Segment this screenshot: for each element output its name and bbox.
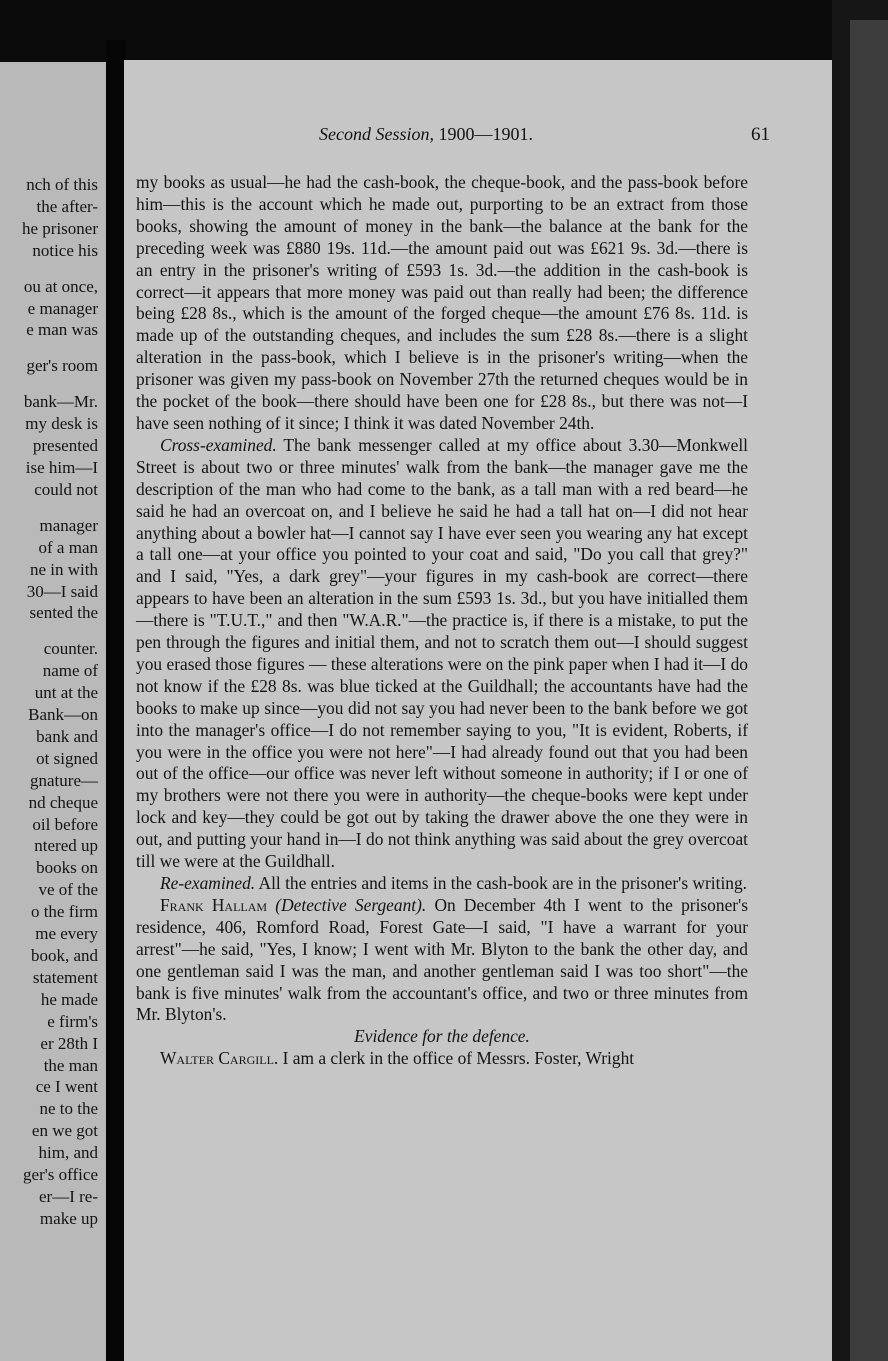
facing-page-line: of a man <box>38 537 98 557</box>
book-gutter <box>106 40 126 1361</box>
facing-page-line: e manager <box>27 298 98 318</box>
facing-page-line: en we got <box>31 1121 98 1141</box>
facing-page-line: nch of this <box>26 175 98 194</box>
facing-page-line: ntered up <box>34 836 98 856</box>
facing-page-line: ou at once, <box>23 276 98 296</box>
facing-page-line: manager <box>39 515 98 535</box>
facing-page-line: Bank—on <box>28 705 98 725</box>
next-page-edge <box>850 20 888 1361</box>
facing-page-line: ger's office <box>23 1165 98 1185</box>
facing-page-line: the man <box>43 1055 98 1075</box>
facing-page-line: him, and <box>38 1143 98 1163</box>
facing-page-line: bank and <box>36 726 98 746</box>
running-header <box>124 124 832 146</box>
facing-page-line: er—I re- <box>39 1186 98 1206</box>
facing-page-gap <box>22 341 98 355</box>
facing-page-line: he prisoner <box>21 218 98 238</box>
facing-page-gap <box>22 262 98 276</box>
facing-page-gap <box>22 377 98 391</box>
body-text <box>136 172 748 1070</box>
facing-page-line: nd cheque <box>28 792 98 812</box>
re-examination-text: All the entries and items in the cash-book are in the prisoner's writing. <box>258 873 748 893</box>
paragraph-hallam-testimony <box>136 895 748 1026</box>
facing-page-line: o the firm <box>30 902 98 922</box>
witness-name: Frank Hallam <box>160 894 268 915</box>
facing-page-line: ve of the <box>38 880 98 900</box>
facing-page-line: books on <box>36 858 98 878</box>
book-edge <box>832 0 888 1361</box>
session-years: 1900—1901. <box>438 124 533 144</box>
facing-page-line: e man was <box>26 320 98 340</box>
page-number: 61 <box>751 124 770 145</box>
facing-page-line: sented the <box>29 603 98 623</box>
witness-role: (Detective Sergeant). <box>275 894 427 915</box>
facing-page-line: ne to the <box>39 1099 98 1119</box>
page <box>124 60 832 1361</box>
facing-page-line: make up <box>39 1208 98 1228</box>
facing-page-fragment <box>0 62 106 1361</box>
facing-page-line: presented <box>32 436 98 456</box>
paragraph-re-examination <box>136 873 748 895</box>
cargill-testimony-text: I am a clerk in the office of Messrs. Foster, Wright <box>282 1048 635 1069</box>
facing-page-line: ce I went <box>35 1077 98 1097</box>
facing-page-line: ger's room <box>26 356 98 376</box>
facing-page-line: the after- <box>36 196 98 216</box>
facing-page-line: notice his <box>32 240 98 260</box>
paragraph-continuation: my books as usual—he had the cash-book, the cheque-book, and the pass-book before him—this is the account which he made out, purporting to be an extract from those books, showing the amount of money in the bank—the balance at the bank for the preceding week was £880 19s. 11d.—the amount paid out was £621 9s. 3d.—there is an entry in the prisoner's writing of £593 1s. 3d.—the addition in the cash-book is correct—it appears that more money was paid out than really had been; the difference being £28 8s., which is the amount of the forged cheque—the amount £76 8s. 11d. is made up of the outstanding cheques, and includes the sum £28 8s.—there is a slight alteration in the pass-book, which I believe is in the prisoner's writing—when the prisoner was given my pass-book on November 27th the returned cheques would be in the pocket of the book—there should have been one for £28 8s., but there was not—I have seen nothing of it since; I think it was dated November 24th. <box>136 172 748 433</box>
facing-page-line: 30—I said <box>26 581 98 601</box>
witness-name-cargill: Walter Cargill. <box>160 1048 279 1069</box>
facing-page-line: ise him—I <box>25 457 98 477</box>
facing-page-gap <box>22 624 98 638</box>
facing-page-line: counter. <box>43 639 98 659</box>
cross-examination-text: The bank messenger called at my office about 3.30—Monkwell Street is about two or three minutes' walk from the bank—the manager gave me the description of the man who had come to the bank, as a tall man with a red beard—he said he had an overcoat on, and I believe he said he had a tall hat on—I did not hear anything about a bowler hat—I cannot say I have ever seen you wearing any hat except a tall one—at your office you pointed to your coat and said, "Do you call that grey?" and I said, "Yes, a dark grey"—your figures in my cash-book are correct—there appears to have been an alteration in the sum £593 1s. 3d., but you have initialled them—there is "T.U.T.," and then "W.A.R."—the practice is, if there is a mistake, to put the pen through the figures and initial them, and not to scratch them out—I should suggest you erased those figures — these alterations were on the pink paper when I had it—I do not know if the £28 8s. was blue ticked at the Guildhall; the accountants have had the books to make up since—you did not say you had never been to the bank before we got into the manager's office—I do not remember saying to you, "It is evident, Roberts, if you were in the office you were not here"—I had already found out that you had been out of the office—our office was never left without someone in authority; if I or one of my brothers were not there you were in authority—the cheque-books were kept under lock and key—they could be got out by taking the drawer above the one they were in out, and putting your hand in—I do not think anything was said about the grey overcoat till we were at the Guildhall. <box>136 434 748 872</box>
paragraph-cargill-testimony <box>136 1048 748 1070</box>
facing-page-line: my desk is <box>25 414 98 434</box>
facing-page-line: oil before <box>32 814 98 834</box>
facing-page-line: er 28th I <box>40 1033 98 1053</box>
hallam-testimony-text: On December 4th I went to the prisoner's residence, 406, Romford Road, Forest Gate—I said, "I have a warrant for your arrest"—he said, "Yes, I know; I went with Mr. Blyton to the bank the other day, and one gentleman said I was the man, and another gentleman said I was too short"—the bank is five minutes' walk from the accountant's office, and two or three minutes from Mr. Blyton's. <box>136 894 748 1025</box>
facing-page-line: statement <box>32 967 98 987</box>
facing-page-line: me every <box>35 924 98 944</box>
cross-examined-label: Cross-examined. <box>160 434 277 455</box>
facing-page-line: e firm's <box>47 1011 98 1031</box>
facing-page-line: he made <box>40 989 98 1009</box>
re-examined-label: Re-examined. <box>160 873 256 893</box>
facing-page-line: bank—Mr. <box>23 392 98 412</box>
facing-page-line: gnature— <box>30 770 98 790</box>
facing-page-line: name of <box>42 661 98 681</box>
facing-page-line: could not <box>34 479 98 499</box>
facing-page-gap <box>22 501 98 515</box>
running-title: Second Session, 1900—1901. <box>319 124 533 144</box>
paragraph-cross-examination <box>136 435 748 873</box>
facing-page-line: unt at the <box>34 683 98 703</box>
facing-page-text <box>22 174 98 1230</box>
facing-page-line: book, and <box>30 946 98 965</box>
facing-page-line: ne in with <box>30 559 98 579</box>
facing-page-line: ot signed <box>36 748 98 768</box>
section-heading: Evidence for the defence. <box>354 1026 530 1047</box>
